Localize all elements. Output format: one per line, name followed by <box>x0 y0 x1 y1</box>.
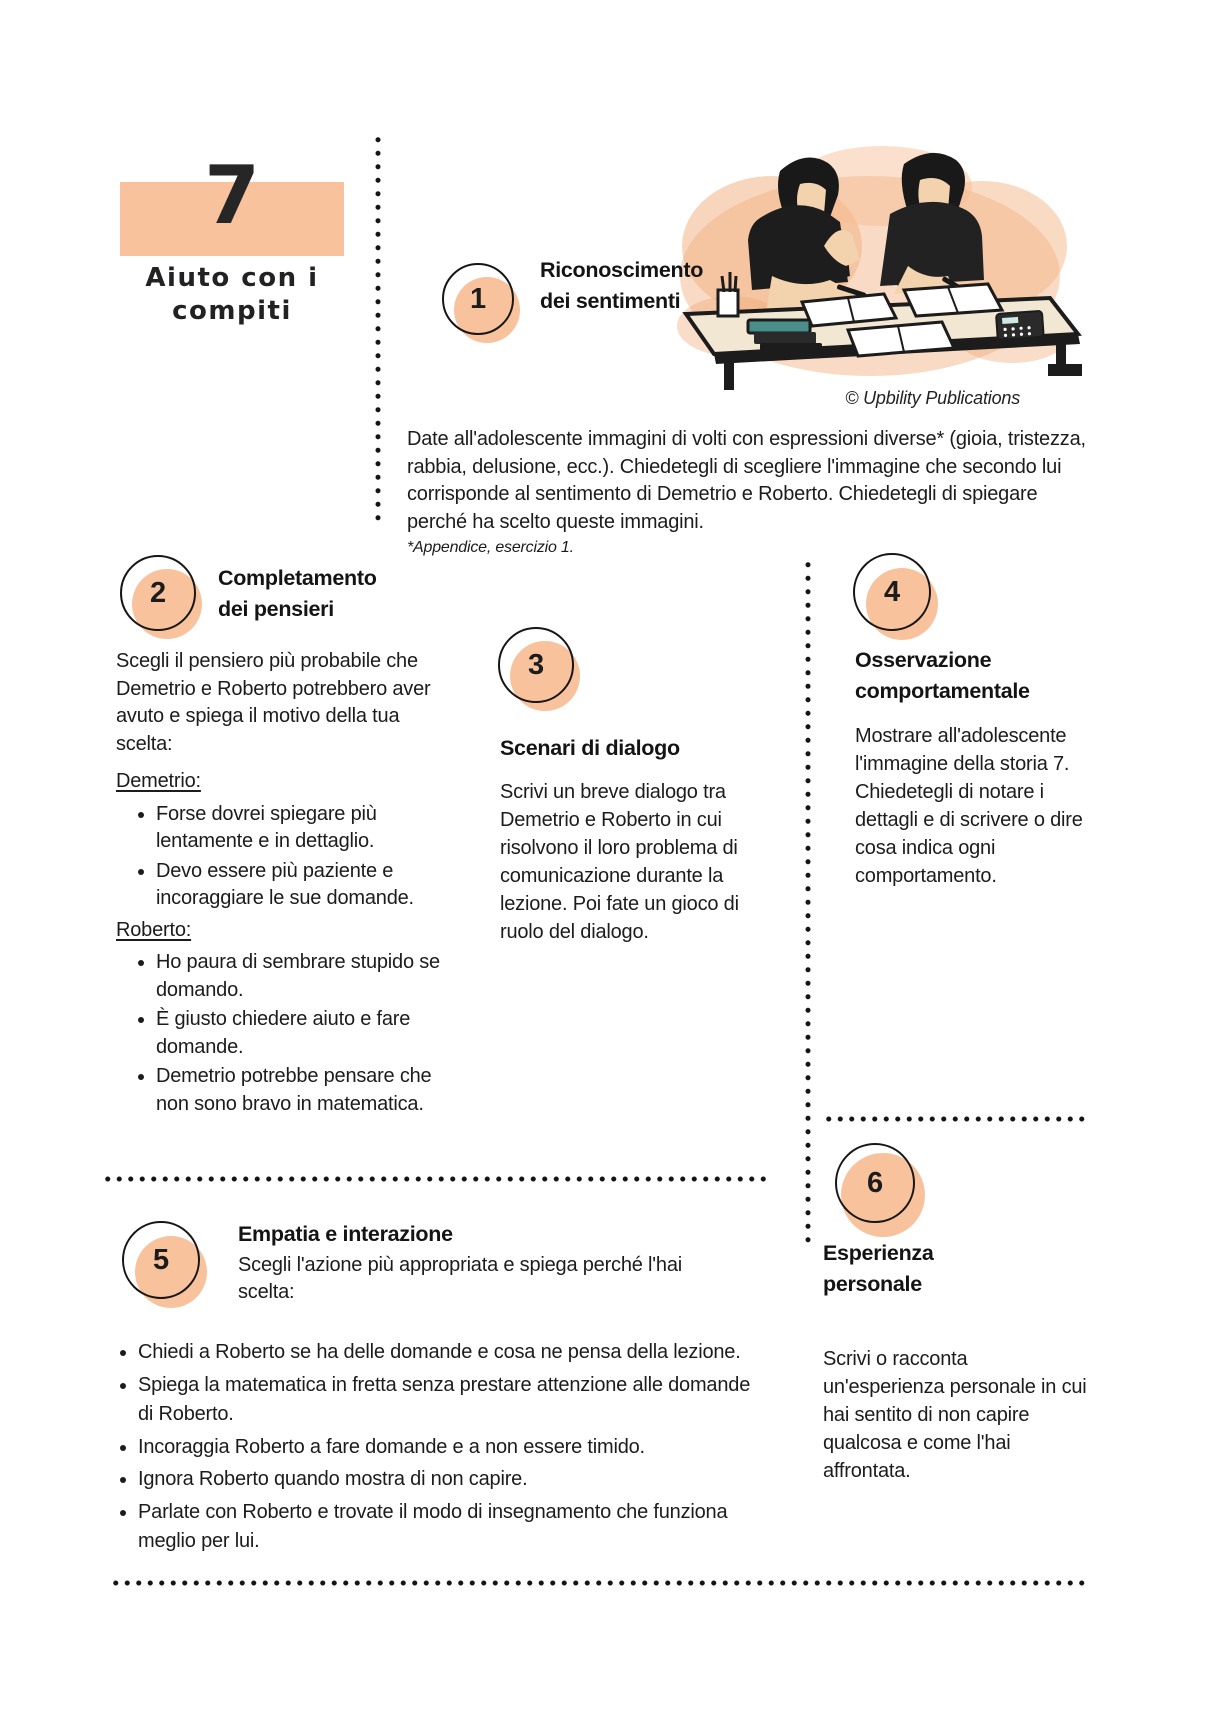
section-2-intro: Scegli il pensiero più probabile che Demetrio e Roberto potrebbero aver avuto e spiega il motivo della tua scelta: <box>116 650 431 755</box>
list-item: • Forse dovrei spiegare più lentamente e in dettaglio. <box>156 801 456 856</box>
list-item: • È giusto chiedere aiuto e fare domande. <box>156 1006 456 1061</box>
section-5-content <box>112 1338 752 1560</box>
horizontal-dotted-divider-left <box>102 1176 770 1182</box>
section-1-title: Riconoscimento dei sentimenti <box>540 258 704 313</box>
section-5-intro: Scegli l'azione più appropriata e spiega perché l'hai scelta: <box>238 1254 682 1303</box>
section-2-title: Completamento dei pensieri <box>218 566 377 621</box>
section-6-body: Scrivi o racconta un'esperienza personale in cui hai sentito di non capire qualcosa e come l'hai affrontata. <box>823 1348 1087 1482</box>
group-label-demetrio: Demetrio: <box>116 770 201 792</box>
section-4-body: Mostrare all'adolescente l'immagine della storia 7. Chiedetegli di notare i dettagli e di scrivere o dire cosa indica ogni comportamento. <box>855 725 1083 887</box>
vertical-dotted-divider-right <box>805 558 811 1246</box>
empathy-actions-list <box>112 1338 752 1557</box>
chapter-number: 7 <box>204 149 260 242</box>
vertical-dotted-divider-top <box>375 133 381 525</box>
chapter-title <box>90 262 374 328</box>
section-5-number: 5 <box>122 1221 200 1299</box>
list-item: • Ignora Roberto quando mostra di non capire. <box>138 1465 752 1495</box>
horizontal-dotted-divider-right <box>823 1116 1089 1122</box>
calculator <box>996 311 1044 340</box>
section-6-number: 6 <box>835 1143 915 1223</box>
horizontal-dotted-divider-bottom <box>110 1580 1088 1586</box>
section-1-body: Date all'adolescente immagini di volti con espressioni diverse* (gioia, tristezza, rabbia, delusione, ecc.). Chiedetegli di scegliere l'immagine che secondo lui corrisponde al sentimento di Demetrio e Roberto. Chiedetegli di spiegare perché ha scelto queste immagini. <box>407 428 1086 533</box>
list-item: • Incoraggia Roberto a fare domande e a non essere timido. <box>138 1433 752 1463</box>
list-item: • Devo essere più paziente e incoraggiare le sue domande. <box>156 858 456 913</box>
demetrio-thoughts-list <box>116 801 456 913</box>
section-4-number: 4 <box>853 553 931 631</box>
chapter-title-line1: Aiuto con i <box>145 263 319 293</box>
section-1-footnote: *Appendice, esercizio 1. <box>407 539 574 556</box>
section-2-content <box>116 648 456 1120</box>
list-item: • Demetrio potrebbe pensare che non sono bravo in matematica. <box>156 1063 456 1118</box>
roberto-thoughts-list <box>116 949 456 1118</box>
section-4-title: Osservazione comportamentale <box>855 648 1030 703</box>
section-2-number: 2 <box>120 555 196 631</box>
section-6-title: Esperienza personale <box>823 1241 934 1296</box>
section-5-title: Empatia e interazione <box>238 1222 453 1246</box>
list-item: • Spiega la matematica in fretta senza prestare attenzione alle domande di Roberto. <box>138 1371 752 1430</box>
list-item: • Parlate con Roberto e trovate il modo di insegnamento che funziona meglio per lui. <box>138 1498 752 1557</box>
list-item: • Chiedi a Roberto se ha delle domande e cosa ne pensa della lezione. <box>138 1338 752 1368</box>
section-3-body: Scrivi un breve dialogo tra Demetrio e Roberto in cui risolvono il loro problema di comunicazione durante la lezione. Poi fate un gioco di ruolo del dialogo. <box>500 781 739 943</box>
section-1-number: 1 <box>442 263 514 335</box>
group-label-roberto: Roberto: <box>116 918 192 941</box>
chapter-title-line2: compiti <box>172 296 292 326</box>
section-3-number: 3 <box>498 627 574 703</box>
section-3-title: Scenari di dialogo <box>500 736 680 760</box>
list-item: • Ho paura di sembrare stupido se domando. <box>156 949 456 1004</box>
copyright-credit: © Upbility Publications <box>845 388 1020 408</box>
